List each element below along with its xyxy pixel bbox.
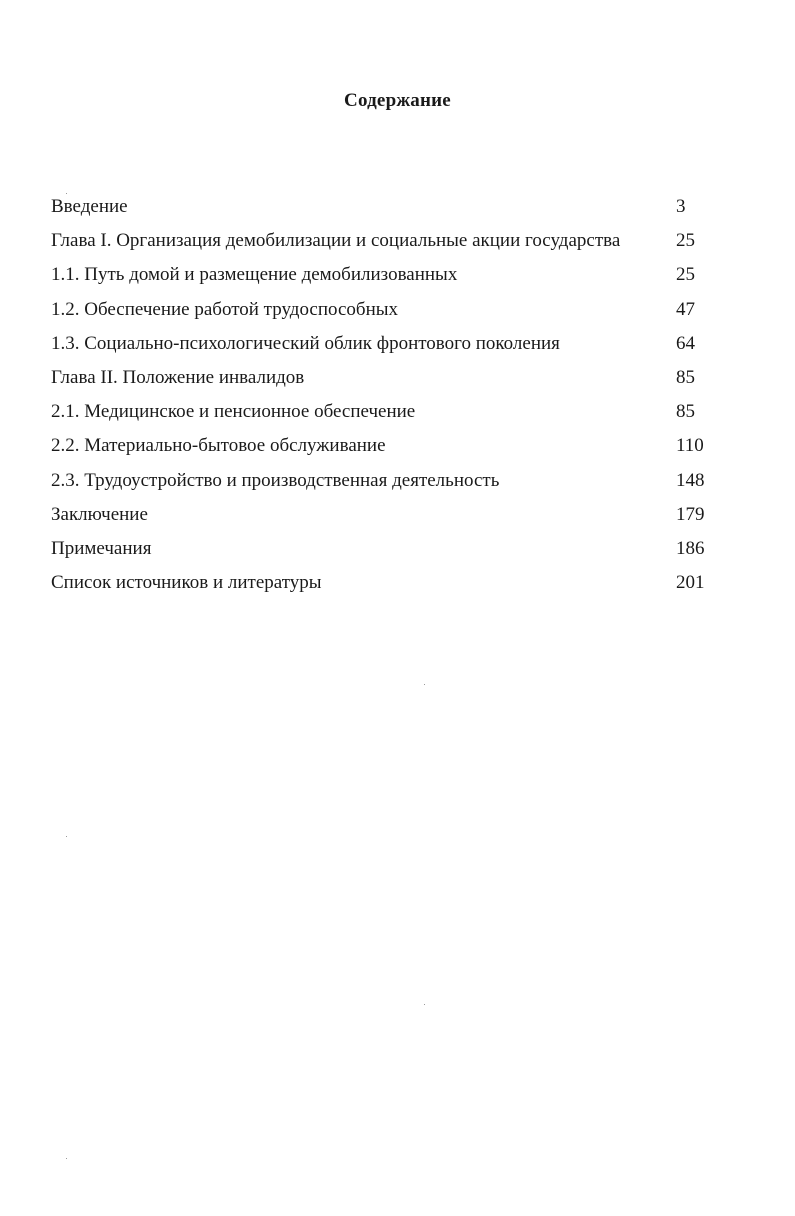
toc-entry-title: 1.3. Социально-психологический облик фронтового поколения <box>51 332 560 354</box>
toc-entry-title: Введение <box>51 196 128 217</box>
toc-entry-page: 85 <box>676 401 695 423</box>
toc-entry <box>51 464 711 498</box>
toc-entry <box>51 429 711 463</box>
toc-entry-page: 25 <box>676 264 695 286</box>
toc-entry-page: 64 <box>676 332 695 354</box>
toc-entry <box>51 498 711 532</box>
toc-entry-title: 1.1. Путь домой и размещение демобилизованных <box>51 264 458 286</box>
toc-entry <box>51 566 711 600</box>
toc-entry-title: Глава II. Положение инвалидов <box>51 367 305 389</box>
scan-speck <box>424 1004 425 1005</box>
table-of-contents <box>51 190 711 600</box>
scan-speck <box>66 193 67 194</box>
toc-entry <box>51 361 711 395</box>
toc-entry-page: 3 <box>676 196 686 217</box>
scan-speck <box>66 1158 67 1159</box>
toc-entry-page: 186 <box>676 538 705 560</box>
toc-entry-page: 201 <box>676 572 705 594</box>
toc-entry <box>51 293 711 327</box>
toc-entry-title: 2.3. Трудоустройство и производственная деятельность <box>51 469 500 491</box>
toc-entry <box>51 224 711 258</box>
toc-entry <box>51 532 711 566</box>
toc-entry-page: 85 <box>676 367 695 389</box>
toc-entry <box>51 258 711 292</box>
toc-entry-title: 2.2. Материально-бытовое обслуживание <box>51 435 386 457</box>
toc-entry-title: 1.2. Обеспечение работой трудоспособных <box>51 298 399 320</box>
toc-entry-title: Примечания <box>51 538 152 560</box>
toc-entry-page: 47 <box>676 298 695 320</box>
toc-entry <box>51 190 711 224</box>
toc-entry-title: Список источников и литературы <box>51 572 322 594</box>
toc-entry-title: Глава I. Организация демобилизации и социальные акции государства <box>51 230 621 252</box>
toc-entry-page: 25 <box>676 230 695 252</box>
toc-entry <box>51 327 711 361</box>
scan-speck <box>424 684 425 685</box>
toc-entry-title: Заключение <box>51 503 148 525</box>
page-title: Содержание <box>344 90 451 111</box>
scan-speck <box>66 836 67 837</box>
toc-entry-page: 179 <box>676 503 705 525</box>
toc-entry-title: 2.1. Медицинское и пенсионное обеспечение <box>51 401 416 423</box>
toc-entry-page: 110 <box>676 435 704 457</box>
toc-entry <box>51 395 711 429</box>
toc-entry-page: 148 <box>676 469 705 491</box>
